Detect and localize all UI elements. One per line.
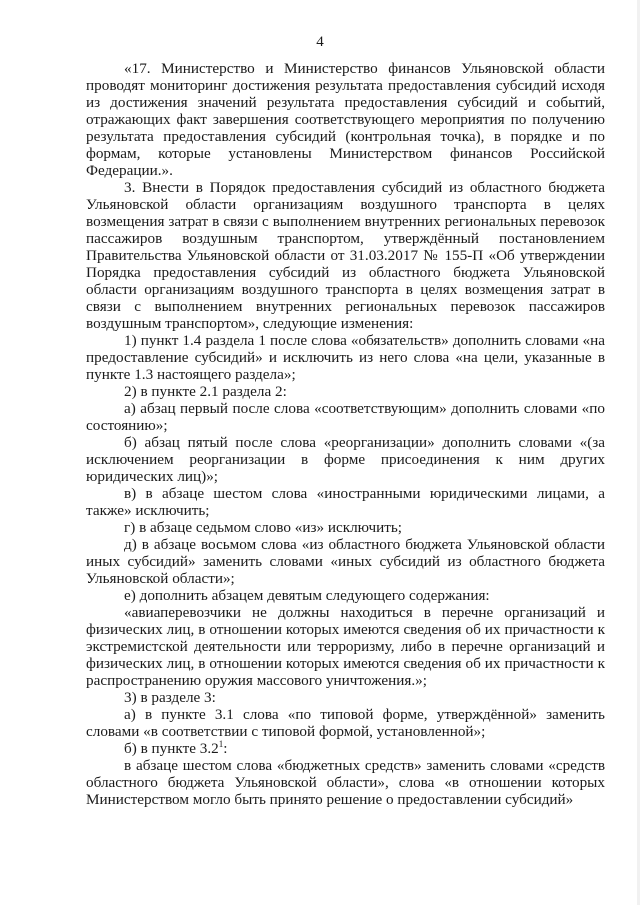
paragraph-item-2b: б) абзац пятый после слова «реорганизации» дополнить словами «(за исключением реорганизации в форме присоединения к ним других юридических лиц)»;	[86, 434, 605, 485]
paragraph-item-3b-text: б) в пункте 3.2	[124, 740, 219, 757]
document-body	[86, 60, 605, 808]
paragraph-3-amendments-intro: 3. Внести в Порядок предоставления субсидий из областного бюджета Ульяновской области организациям воздушного транспорта в целях возмещения затрат в связи с выполнением внутренних региональных перевозок пассажиров воздушным транспортом, утверждённый постановлением Правительства Ульяновской области от 31.03.2017 № 155-П «Об утверждении Порядка предоставления субсидий из областного бюджета Ульяновской области организациям воздушного транспорта в целях возмещения затрат в связи с выполнением внутренних региональных перевозок пассажиров воздушным транспортом», следующие изменения:	[86, 179, 605, 332]
paragraph-item-2g: г) в абзаце седьмом слово «из» исключить;	[124, 519, 402, 536]
superscript: 1	[218, 738, 224, 749]
paragraph-17-monitoring: «17. Министерство и Министерство финансов Ульяновской области проводят мониторинг достижения результата предоставления субсидий исходя из достижения значений результата предоставления субсидий и событий, отражающих факт завершения соответствующего мероприятия по получению результата предоставления субсидий (контрольная точка), в порядке и по формам, которые установлены Министерством финансов Российской Федерации.».	[86, 60, 605, 179]
paragraph-item-2e: е) дополнить абзацем девятым следующего содержания:	[124, 587, 490, 604]
paragraph-item-3b	[86, 740, 605, 757]
paragraph-item-1: 1) пункт 1.4 раздела 1 после слова «обязательств» дополнить словами «на предоставление субсидий» и исключить из него слова «на цели, указанные в пункте 1.3 настоящего раздела»;	[86, 332, 605, 383]
paragraph-item-3: 3) в разделе 3:	[124, 689, 216, 706]
paragraph-item-2d: д) в абзаце восьмом слова «из областного бюджета Ульяновской области иных субсидий» заменить словами «иных субсидий из областного бюджета Ульяновской области»;	[86, 536, 605, 587]
page-number: 4	[316, 34, 324, 50]
paragraph-item-2a: а) абзац первый после слова «соответствующим» дополнить словами «по состоянию»;	[86, 400, 605, 434]
paragraph-item-3b-colon: :	[223, 740, 228, 757]
paragraph-item-3b-text-body: в абзаце шестом слова «бюджетных средств» заменить словами «средств областного бюджета Ульяновской области», слова «в отношении которых Министерством могло быть принято решение о предоставлении субсидий»	[86, 757, 605, 808]
paragraph-item-2v: в) в абзаце шестом слова «иностранными юридическими лицами, а также» исключить;	[86, 485, 605, 519]
paragraph-quoted-ninth: «авиаперевозчики не должны находиться в перечне организаций и физических лиц, в отношении которых имеются сведения об их причастности к экстремистской деятельности или терроризму, либо в перечне организаций и физических лиц, в отношении которых имеются сведения об их причастности к распространению оружия массового уничтожения.»;	[86, 604, 605, 689]
paragraph-item-2: 2) в пункте 2.1 раздела 2:	[124, 383, 287, 400]
paragraph-item-3a: а) в пункте 3.1 слова «по типовой форме, утверждённой» заменить словами «в соответствии с типовой формой, установленной»;	[86, 706, 605, 740]
